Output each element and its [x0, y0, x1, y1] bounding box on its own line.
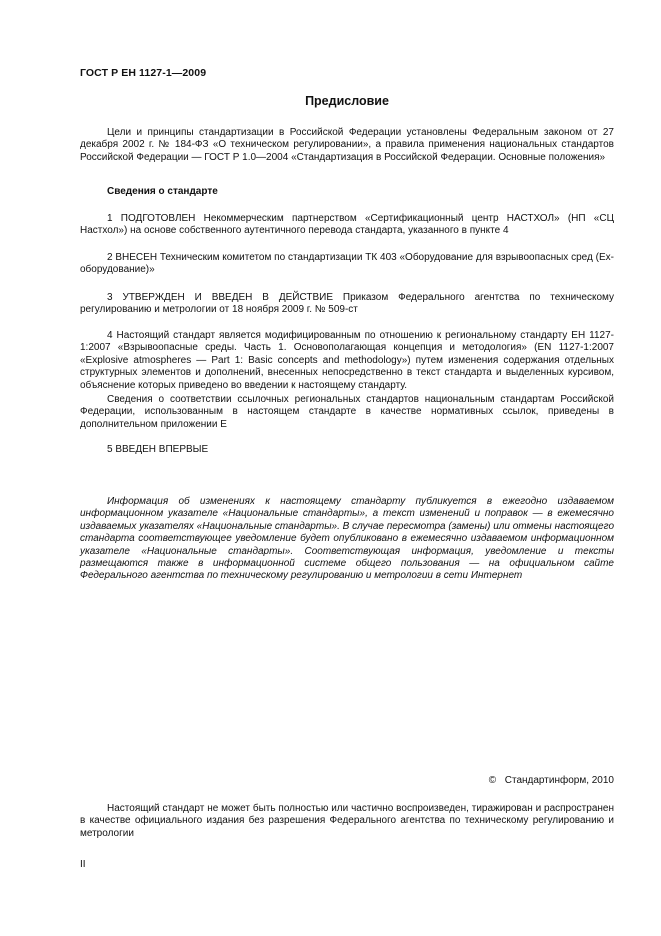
- page-number: II: [80, 859, 86, 870]
- standard-id: ГОСТ Р ЕН 1127-1—2009: [80, 67, 207, 79]
- standard-info-heading: Сведения о стандарте: [107, 186, 218, 197]
- foreword-title: Предисловие: [305, 94, 389, 108]
- reproduction-statement: Настоящий стандарт не может быть полностью или частично воспроизведен, тиражирован и распространен в качестве официального издания без разрешения Федерального агентства по техническому регулированию и метрологии: [80, 803, 614, 839]
- copyright-symbol: ©: [488, 775, 497, 786]
- copyright-holder: Стандартинформ, 2010: [504, 775, 614, 786]
- item-3-approved: 3 УТВЕРЖДЕН И ВВЕДЕН В ДЕЙСТВИЕ Приказом Федерального агентства по техническому регулированию и метрологии от 18 ноября 2009 г. № 509-ст: [80, 292, 614, 316]
- item-4-modified: 4 Настоящий стандарт является модифицированным по отношению к региональному стандарту ЕН 1127-1:2007 «Взрывоопасные среды. Часть 1. Основополагающая концепция и методология» (EN 1127-1:2007 «Explosive atmospheres — Part 1: Basic concepts and methodology») путем изменения содержания отдельных структурных элементов и дополнений, внесенных непосредственно в текст стандарта и выделенных курсивом, объяснение которых приведено во введении к настоящему стандарту.: [80, 330, 614, 391]
- item-1-prepared: 1 ПОДГОТОВЛЕН Некоммерческим партнерством «Сертификационный центр НАСТХОЛ» (НП «СЦ Настхол») на основе собственного аутентичного перевода стандарта, указанного в пункте 4: [80, 213, 614, 237]
- copyright-line: [489, 775, 614, 786]
- item-5-first-introduced: 5 ВВЕДЕН ВПЕРВЫЕ: [107, 444, 209, 455]
- changes-notice: Информация об изменениях к настоящему стандарту публикуется в ежегодно издаваемом информационном указателе «Национальные стандарты», а текст изменений и поправок — в ежемесячно издаваемых указателях «Национальные стандарты». В случае пересмотра (замены) или отмены настоящего стандарта соответствующее уведомление будет опубликовано в ежемесячно издаваемом информационном указателе «Национальные стандарты». Соответствующая информация, уведомление и тексты размещаются также в информационной системе общего пользования — на официальном сайте Федерального агентства по техническому регулированию и метрологии в сети Интернет: [80, 496, 614, 582]
- item-4-references: Сведения о соответствии ссылочных региональных стандартов национальным стандартам Российской Федерации, использованным в настоящем стандарте в качестве нормативных ссылок, приведены в дополнительном приложении Е: [80, 394, 614, 430]
- item-2-introduced: 2 ВНЕСЕН Техническим комитетом по стандартизации ТК 403 «Оборудование для взрывоопасных сред (Ех-оборудование)»: [80, 252, 614, 276]
- foreword-intro: Цели и принципы стандартизации в Российской Федерации установлены Федеральным законом от 27 декабря 2002 г. № 184-ФЗ «О техническом регулировании», а правила применения национальных стандартов Российской Федерации — ГОСТ Р 1.0—2004 «Стандартизация в Российской Федерации. Основные положения»: [80, 127, 614, 163]
